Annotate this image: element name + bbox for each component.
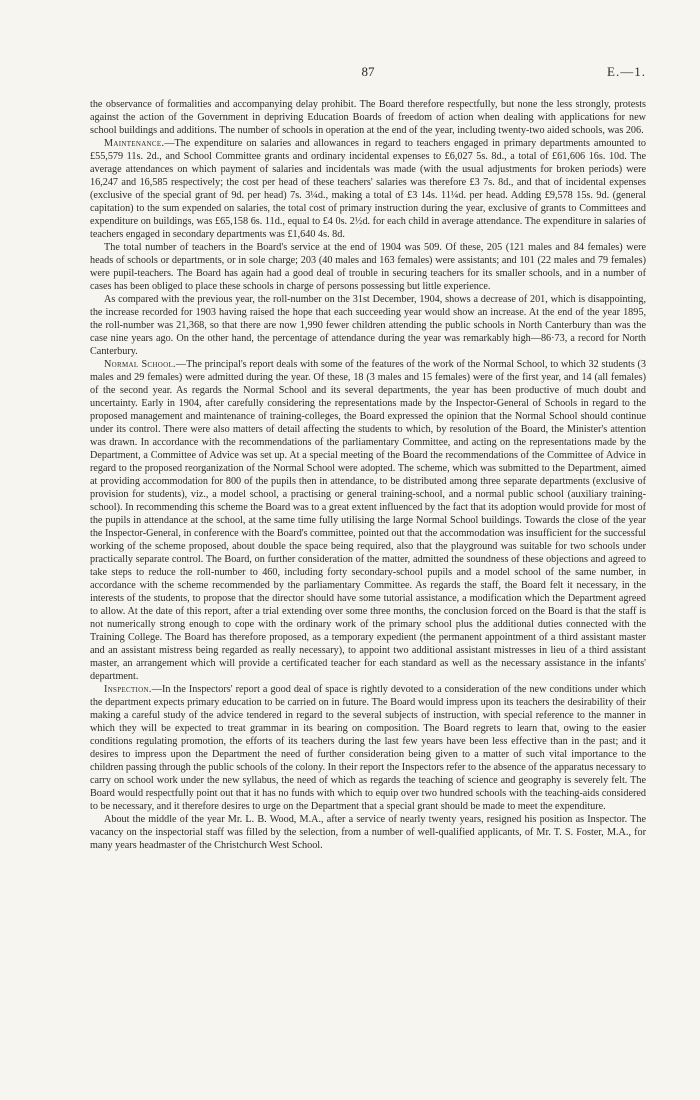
paragraph-normal-school: Normal School.—The principal's report deals with some of the features of the work of the Normal School, to which 32 students (3 males and 29 females) were admitted during the year. Of these, 18 (3 males and 15 females) were of the first year, and 14 (all females) of the second year. As regards the Normal School and its several departments, the year has been productive of much doubt and uncertainty. Early in 1904, after carefully considering the representations made by the Inspector-General of Schools in regard to the proposed management and maintenance of training-colleges, the Board expressed the opinion that the Normal School should continue under its control. There were also matters of detail affecting the students to which, by resolution of the Board, the Minister's attention was drawn. In accordance with the recommendations of the parliamentary Committee, and acting on the representations made by the Department, a Committee of Advice was set up. At a special meeting of the Board the recommendations of the Committee of Advice in regard to the proposed reorganization of the Normal School were adopted. The scheme, which was submitted to the Department, aimed at providing accommodation for 800 of the pupils then in attendance, to be distributed among three separate departments (exclusive of provision for students), viz., a model school, a practising or general training-school, and a normal public school (auxiliary training-school). In recommending this scheme the Board was to a great extent influenced by the fact that its adoption would provide for most of the pupils in attendance at the school, at the same time fully utilising the large Normal School buildings. Towards the close of the year the Inspector-General, in conference with the Board's committee, pointed out that the accommodation was insufficient for the successful working of the scheme proposed, about double the space being required, also that the playground was suitable for two schools under practically separate control. The Board, on further consideration of the matter, admitted the soundness of these objections and agreed to take steps to reduce the roll-number to 460, including forty secondary-school pupils and a model school of the same number, in accordance with the scheme recommended by the parliamentary Committee. As regards the staff, the Board felt it necessary, in the interests of the students, to propose that the director should have some tutorial assistance, a modification which the Department agreed to allow. At the date of this report, after a trial extending over some three months, the conclusion forced on the Board is that the staff is not numerically strong enough to cope with the ordinary work of the primary school plus the additional duties connected with the Training College. The Board has therefore proposed, as a temporary expedient (the permanent appointment of a third assistant master and an assistant mistress being regarded as really necessary), to appoint two additional assistant mistresses in lieu of a third assistant master, an arrangement which will provide a certificated teacher for each standard as well as the necessary assistance in the infants' department. [90,359,646,682]
paragraph-inspector-resignation: About the middle of the year Mr. L. B. Wood, M.A., after a service of nearly twenty years, resigned his position as Inspector. The vacancy on the inspectorial staff was filled by the selection, from a number of well-qualified applicants, of Mr. T. S. Foster, M.A., for many years headmaster of the Christchurch West School. [90,814,646,851]
paragraph-teachers: The total number of teachers in the Board's service at the end of 1904 was 509. Of these, 205 (121 males and 84 females) were heads of schools or departments, or in sole charge; 203 (40 males and 163 females) were assistants; and 101 (22 males and 79 females) were pupil-teachers. The Board has again had a good deal of trouble in securing teachers for its smaller schools, and in a number of cases has been obliged to place these schools in charge of persons possessing but little experience. [90,242,646,292]
paragraph-roll-number: As compared with the previous year, the roll-number on the 31st December, 1904, shows a decrease of 201, which is disappointing, the increase recorded for 1903 having raised the hope that each succeeding year would show an increase. At the end of the year 1895, the roll-number was 21,368, so that there are now 1,990 fewer children attending the public schools in North Canterbury than was the case nine years ago. On the other hand, the percentage of attendance during the year was remarkably high—86·73, a record for North Canterbury. [90,294,646,357]
document-reference: E.—1. [607,64,646,79]
section-heading: Normal School. [104,359,176,370]
page-header [90,64,646,82]
paragraph-maintenance: Maintenance.—The expenditure on salaries and allowances in regard to teachers engaged in primary departments amounted to £55,579 11s. 2d., and School Committee grants and ordinary incidental expenses to £6,027 5s. 8d., a total of £61,606 16s. 10d. The average attendances on which payment of salaries and incidentals was made (with the usual adjustments for broken periods) were 16,247 and 16,585 respectively; the cost per head of these teachers' salaries was therefore £3 7s. 8d., and that of incidental expenses (exclusive of the special grant of 9d. per head) 7s. 3¼d., making a total of £3 14s. 11¼d. per head. Adding £9,578 15s. 9d. (general capitation) to the sum expended on salaries, the total cost of primary instruction during the year, exclusive of grants to Committees and expenditure on buildings, was £65,158 6s. 11d., equal to £4 0s. 2½d. for each child in average attendance. The expenditure in salaries of teachers engaged in secondary departments was £1,640 4s. 8d. [90,138,646,240]
paragraph-intro: the observance of formalities and accompanying delay prohibit. The Board therefore respectfully, but none the less strongly, protests against the action of the Government in depriving Education Boards of freedom of action when dealing with applications for new school buildings and additions. The number of schools in operation at the end of the year, including twenty-two aided schools, was 206. [90,99,646,136]
page-number: 87 [361,64,375,79]
body-text [90,98,646,852]
paragraph-inspection: Inspection.—In the Inspectors' report a good deal of space is rightly devoted to a consideration of the new conditions under which the department expects primary education to be carried on in future. The Board would impress upon its teachers the desirability of their making a careful study of the advice tendered in regard to the several subjects of instruction, with special reference to the manner in which they will be expected to treat grammar in its bearing on composition. The Board regrets to learn that, owing to the easier conditions regulating promotion, the efforts of its teachers during the last few years have been less effective than in the past; and it desires to impress upon the Department the need of further consideration being given to a matter of such vital importance to the children passing through the public schools of the colony. In their report the Inspectors refer to the absence of the apparatus necessary to carry on school work under the new syllabus, the need of which as regards the teaching of science and geography is severely felt. The Board would respectfully point out that it has no funds with which to equip over two hundred schools with the teaching-aids considered to be necessary, and it therefore desires to urge on the Department that a special grant should be made to meet the expenditure. [90,684,646,812]
section-heading: Maintenance. [104,138,165,149]
section-heading: Inspection. [104,684,152,695]
